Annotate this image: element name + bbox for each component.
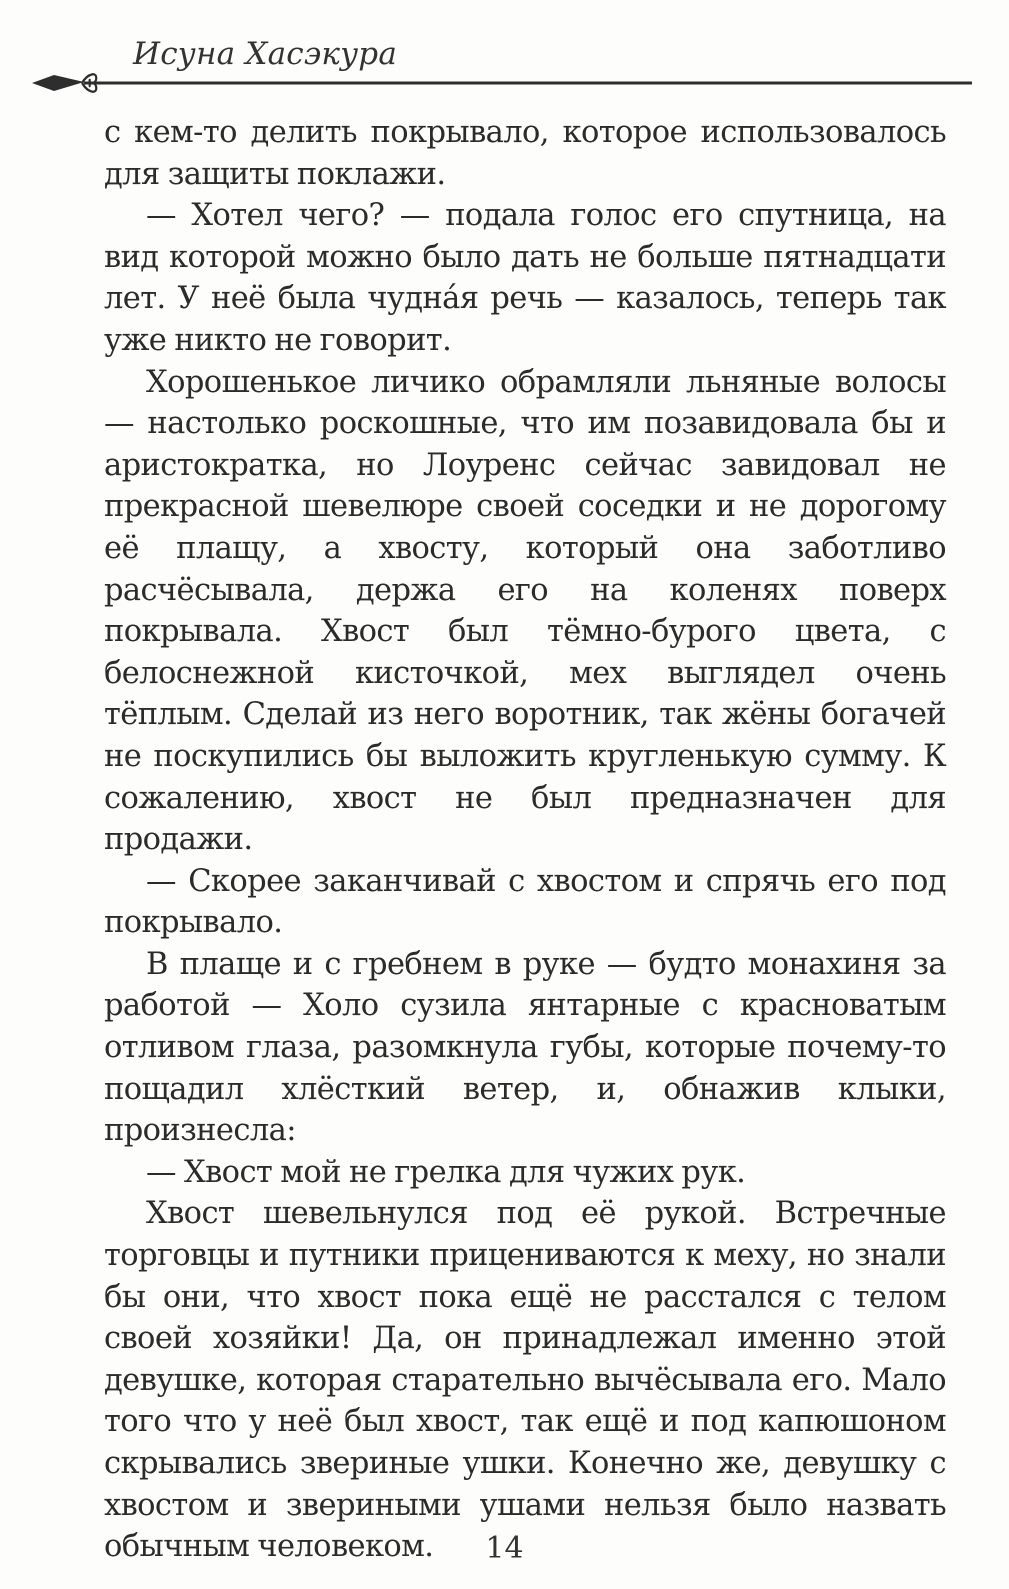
paragraph: с кем-то делить покрывало, которое использовалось для защиты поклажи. xyxy=(104,115,946,192)
body-text xyxy=(104,112,946,1568)
paragraph: В плаще и с гребнем в руке — будто монахиня за работой — Холо сузила янтарные с красноватым отливом глаза, разомкнула губы, которые почему-то пощадил хлёсткий ветер, и, обнажив клыки, произнесла: xyxy=(104,946,946,1149)
paragraph: Хорошенькое личико обрамляли льняные волосы — настолько роскошные, что им позавидовала бы и аристократка, но Лоуренс сейчас завидовал не прекрасной шевелюре своей соседки и не дорогому её плащу, а хвосту, который она заботливо расчёсывала, держа его на коленях поверх покрывала. Хвост был тёмно-бурого цвета, с белоснежной кисточкой, мех выглядел очень тёплым. Сделай из него воротник, так жёны богачей не поскупились бы выложить кругленькую сумму. К сожалению, хвост не был предназначен для продажи. xyxy=(104,364,946,858)
paragraph: — Хотел чего? — подала голос его спутница, на вид которой можно было дать не больше пятнадцати лет. У неё была чудна́я речь — казалось, теперь так уже никто не говорит. xyxy=(104,198,946,358)
paragraph: Хвост шевельнулся под её рукой. Встречные торговцы и путники прицениваются к меху, но знали бы они, что хвост пока ещё не расстался с телом своей хозяйки! Да, он принадлежал именно этой девушке, которая старательно вычёсывала его. Мало того что у неё был хвост, так ещё и под капюшоном скрывались звериные ушки. Конечно же, девушку с хвостом и звериными ушами нельзя было назвать обычным человеком. xyxy=(104,1196,946,1565)
paragraph: — Скорее заканчивай с хвостом и спрячь его под покрывало. xyxy=(104,863,946,941)
ornamental-head-rule xyxy=(32,68,972,98)
running-head-author: Исуна Хасэкура xyxy=(133,36,398,72)
page-number: 14 xyxy=(485,1531,524,1566)
paragraph: — Хвост мой не грелка для чужих рук. xyxy=(146,1154,746,1190)
